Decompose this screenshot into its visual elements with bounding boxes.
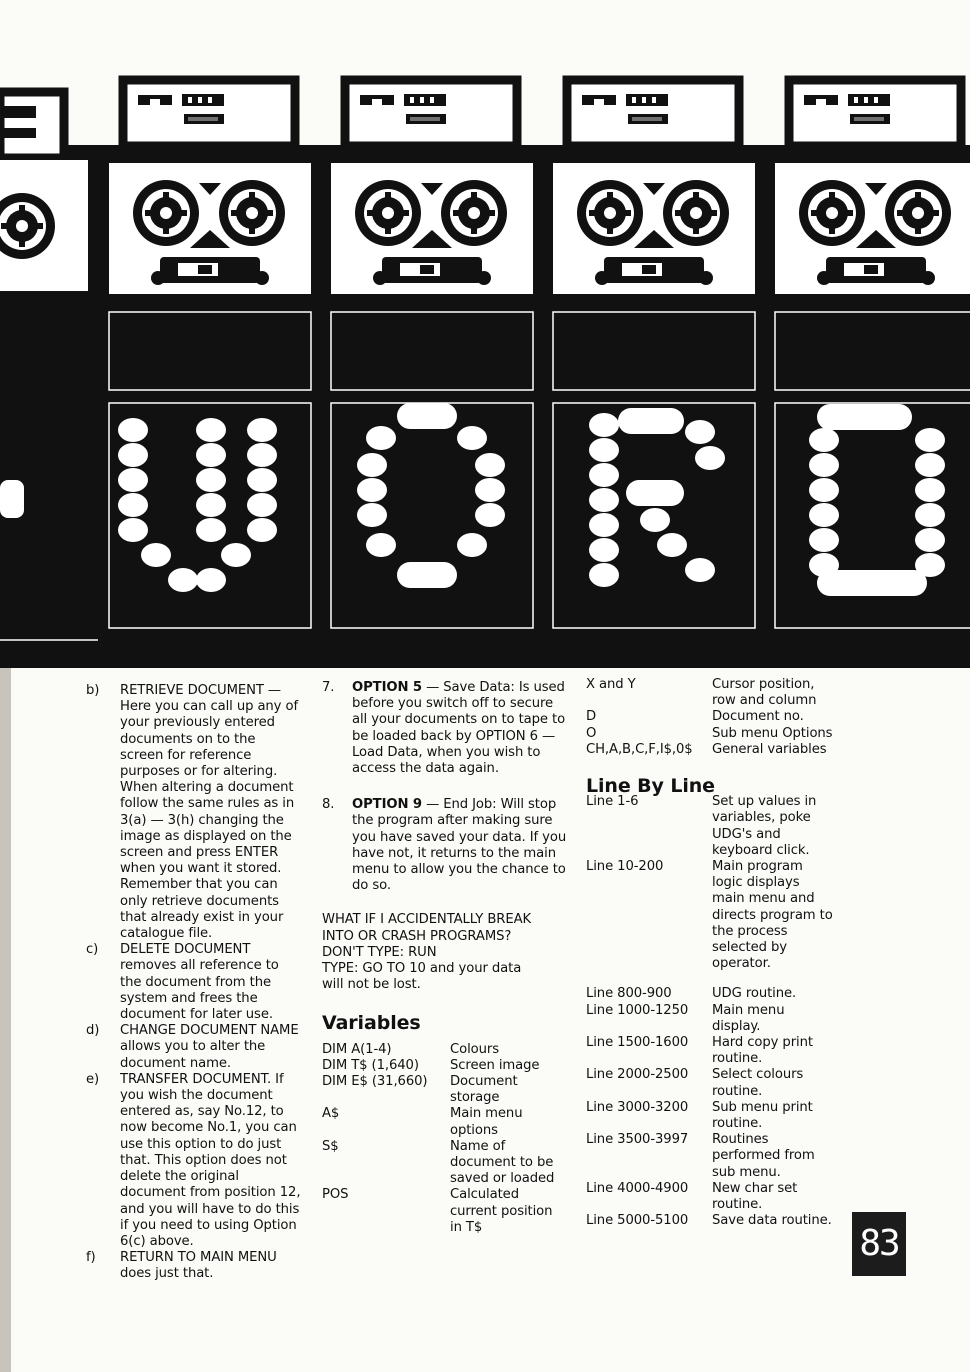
table-row: Line 1500-1600 Hard copy print routine. (586, 1035, 813, 1067)
hero-illustration (0, 0, 970, 668)
table-row: Line 800-900 UDG routine. (586, 986, 797, 1002)
table-row: Line 4000-4900 New char set routine. (586, 1180, 798, 1213)
column-line-by-line (586, 677, 836, 1230)
list-item: d) CHANGE DOCUMENT NAME allows you to alter the document name. (86, 1023, 299, 1071)
column-options-variables (322, 680, 568, 1236)
list-item: f) RETURN TO MAIN MENU does just that. (86, 1250, 277, 1282)
table-row: Line 10-200 Main program logic displays main menu and directs program to the process selected by operator. (586, 859, 833, 972)
table-row: O Sub menu Options (586, 725, 833, 741)
option-8: 8. OPTION 9 — End Job: Will stop the program after making sure you have saved your data. If you have not, it returns to the main menu to allow you the chance to do so. (322, 797, 567, 894)
table-row: Line 2000-2500 Select colours routine. (586, 1067, 804, 1099)
line-by-line-table (586, 794, 836, 1229)
page-number: 83 (852, 1212, 906, 1276)
table-row: POS Calculated current position in T$ (322, 1187, 553, 1235)
table-row: S$ Name of document to be saved or loaded (322, 1138, 555, 1187)
table-row: DIM A(1-4) Colours (322, 1041, 499, 1057)
column-options-list (86, 683, 302, 1283)
list-item: e) TRANSFER DOCUMENT. If you wish the document entered as, say No.12, to now become No.1, you can use this option to do just that. This option does not delete the original document from position 12, and you will have to do this if you need to using Option 6(c) above. (86, 1071, 301, 1249)
table-row: X and Y Cursor position, row and column (586, 677, 817, 709)
variables-table (322, 1042, 568, 1236)
warning-note: WHAT IF I ACCIDENTALLY BREAK INTO OR CRASH PROGRAMS? DON'T TYPE: RUN TYPE: GO TO 10 and your data will not be lost. (322, 912, 532, 993)
table-row: DIM T$ (1,640) Screen image (322, 1057, 540, 1073)
variables-heading: Variables (322, 1012, 421, 1035)
table-row: Line 1000-1250 Main menu display. (586, 1002, 785, 1034)
variables-table-continued (586, 677, 836, 758)
table-row: Line 1-6 Set up values in variables, poke UDG's and keyboard click. (586, 794, 817, 858)
table-row: Line 3000-3200 Sub menu print routine. (586, 1099, 813, 1132)
table-row: D Document no. (586, 709, 804, 725)
table-row: Line 5000-5100 Save data routine. (586, 1213, 832, 1229)
list-item: b) RETRIEVE DOCUMENT — Here you can call up any of your previously entered documents on to the screen for reference purposes or for altering. When altering a document follow the same rules as in 3(a) — 3(h) changing the image as displayed on the screen and press ENTER when you want it stored. Remember that you can only retrieve documents that already exist in your catalogue file. (86, 683, 298, 942)
table-row: DIM E$ (31,660) Document storage (322, 1074, 518, 1106)
table-row: Line 3500-3997 Routines performed from sub menu. (586, 1132, 815, 1180)
table-row: CH,A,B,C,F,I$,0$ General variables (586, 741, 827, 757)
table-row: A$ Main menu options (322, 1106, 523, 1138)
line-by-line-heading: Line By Line (586, 775, 715, 798)
option-7: 7. OPTION 5 — Save Data: Is used before you switch off to secure all your documents on to tape to be loaded back by OPTION 6 — Load Data, when you wish to access the data again. (322, 680, 566, 777)
list-item: c) DELETE DOCUMENT removes all reference to the document from the system and frees the document for later use. (86, 942, 279, 1023)
page-edge-strip (0, 668, 11, 1372)
